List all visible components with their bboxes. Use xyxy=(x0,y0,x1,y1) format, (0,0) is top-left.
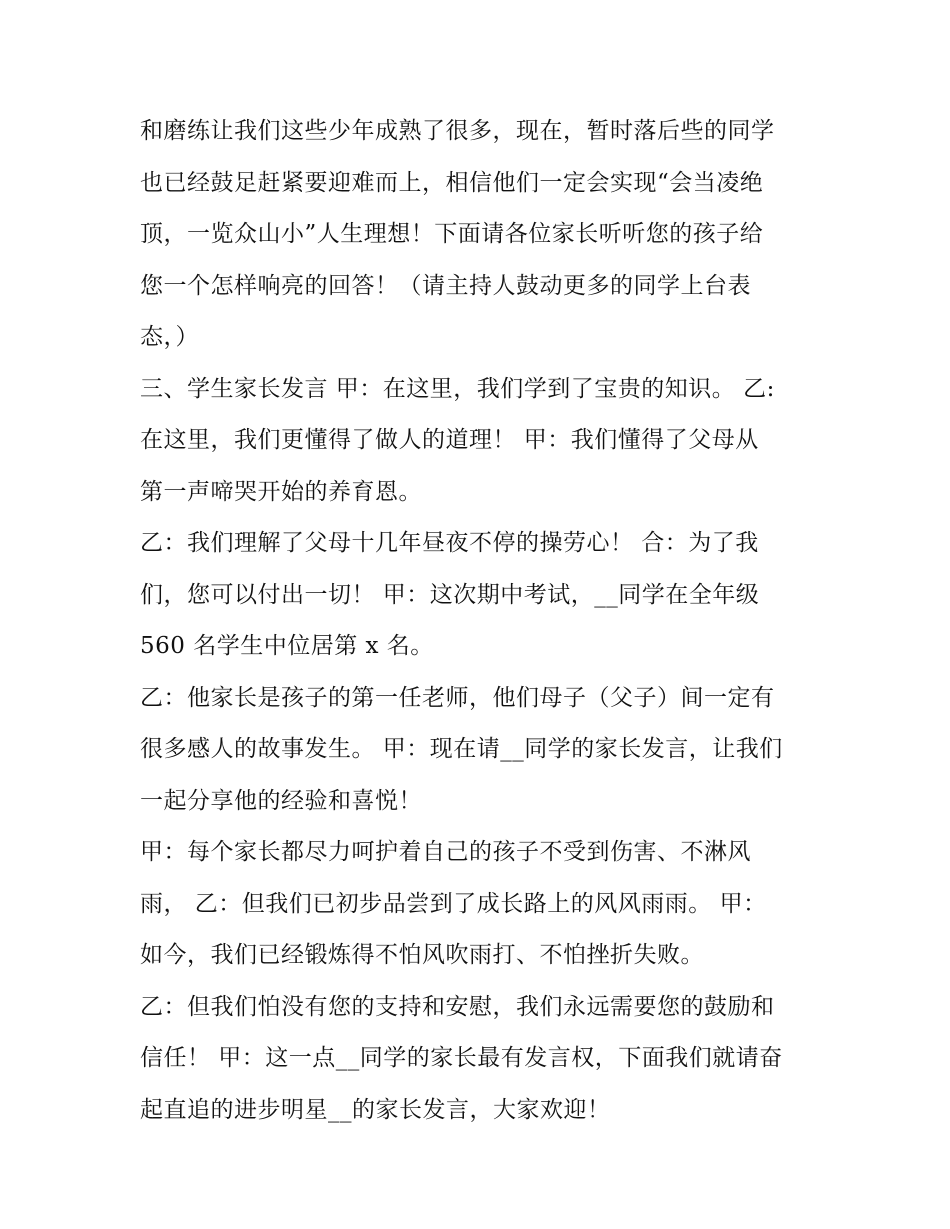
text-line: 在这里，我们更懂得了做人的道理！ 甲：我们懂得了父母从 xyxy=(140,427,759,453)
text-line: 一起分享他的经验和喜悦！ xyxy=(140,787,422,814)
text-line: 第一声啼哭开始的养育恩。 xyxy=(140,478,422,505)
text-line: 甲：每个家长都尽力呵护着自己的孩子不受到伤害、不淋风 xyxy=(140,839,751,865)
text-line: 信任！ 甲：这一点__同学的家长最有发言权，下面我们就请奋 xyxy=(140,1045,783,1071)
text-line: 很多感人的故事发生。 甲：现在请__同学的家长发言，让我们 xyxy=(140,736,783,762)
text-line: 乙：他家长是孩子的第一任老师，他们母子（父子）间一定有 xyxy=(140,684,775,711)
text-line: 您一个怎样响亮的回答！（请主持人鼓动更多的同学上台表 xyxy=(140,272,751,299)
text-line: 们，您可以付出一切！ 甲：这次期中考试，__同学在全年级 xyxy=(140,581,760,608)
document-body xyxy=(140,106,820,1136)
text-line: 起直追的进步明星__的家长发言，大家欢迎！ xyxy=(140,1096,611,1123)
text-line: 顶，一览众山小”人生理想！下面请各位家长听听您的孩子给 xyxy=(140,221,764,247)
text-line: 态，） xyxy=(140,324,199,350)
text-line: 如今，我们已经锻炼得不怕风吹雨打、不怕挫折失败。 xyxy=(140,942,704,968)
text-line: 三、学生家长发言 甲：在这里，我们学到了宝贵的知识。 乙: xyxy=(140,375,775,402)
text-line: 乙：我们理解了父母十几年昼夜不停的操劳心！ 合：为了我 xyxy=(140,530,759,556)
text-line: 也已经鼓足赶紧要迎难而上，相信他们一定会实现“会当凌绝 xyxy=(140,169,764,196)
text-line: 560 名学生中位居第 x 名。 xyxy=(140,633,434,659)
text-line: 和磨练让我们这些少年成熟了很多，现在，暂时落后些的同学 xyxy=(140,118,775,144)
text-line: 乙：但我们怕没有您的支持和安慰，我们永远需要您的鼓励和 xyxy=(140,993,775,1020)
text-line: 雨， 乙：但我们已初步品尝到了成长路上的风风雨雨。 甲： xyxy=(140,890,767,917)
